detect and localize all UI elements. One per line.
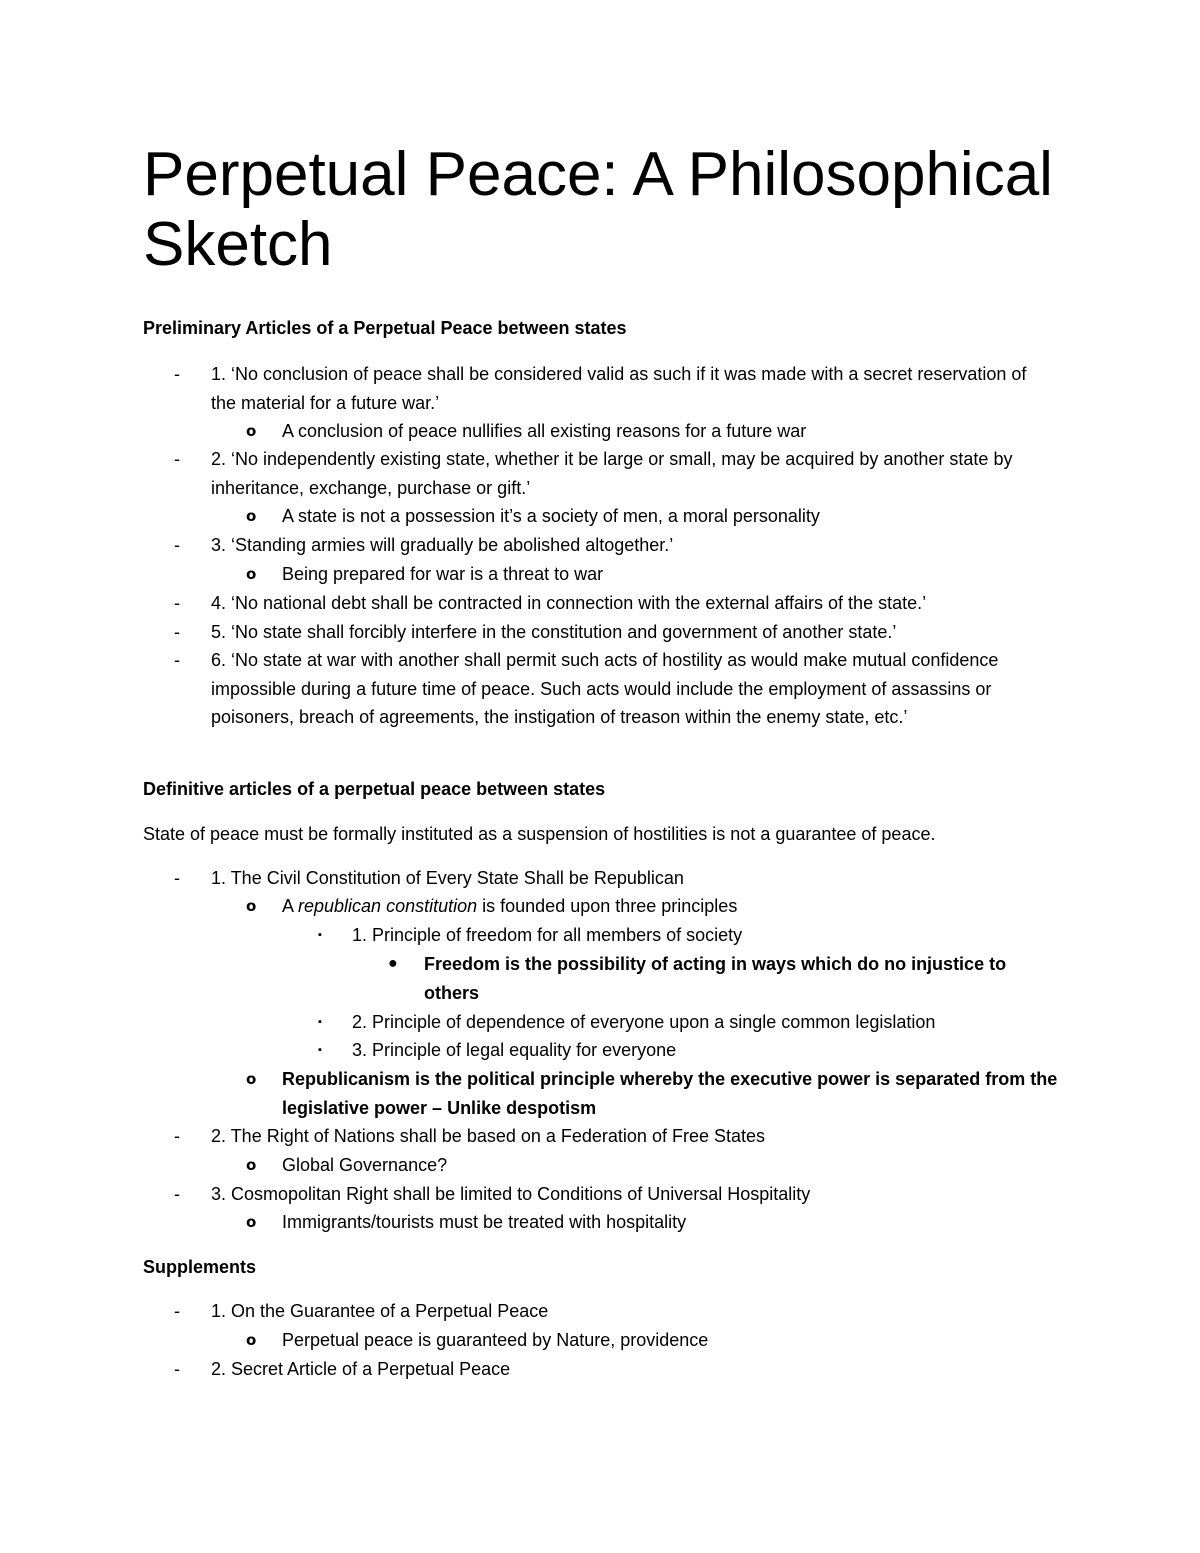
list-item: 2. ‘No independently existing state, whether it be large or small, may be acquired by another state by inheritance, exchange, purchase or gift.’ <box>211 449 1013 498</box>
circle-bullet: o <box>246 1331 257 1349</box>
dash-bullet: - <box>174 1301 180 1321</box>
list-item: Perpetual peace is guaranteed by Nature, providence <box>282 1330 709 1350</box>
text-run: is founded upon three principles <box>477 896 738 916</box>
circle-bullet: o <box>246 565 257 583</box>
square-bullet: ▪ <box>318 929 322 941</box>
emphasis-text: republican constitution <box>298 896 478 916</box>
list-item: 3. ‘Standing armies will gradually be abolished altogether.’ <box>211 535 674 555</box>
circle-bullet: o <box>246 1156 257 1174</box>
list-item: Republicanism is the political principle whereby the executive power is separated from the legislative power – Unlike despotism <box>282 1069 1058 1118</box>
square-bullet: ▪ <box>318 1016 322 1028</box>
heading-definitive: Definitive articles of a perpetual peace between states <box>143 779 606 799</box>
dot-bullet: ● <box>388 955 398 972</box>
list-item: Immigrants/tourists must be treated with hospitality <box>282 1212 687 1232</box>
circle-bullet: o <box>246 507 257 525</box>
list-item <box>282 892 1082 921</box>
text-run: A <box>282 896 299 916</box>
list-item: Freedom is the possibility of acting in ways which do no injustice to others <box>424 954 1007 1003</box>
list-item: Being prepared for war is a threat to war <box>282 564 604 584</box>
dash-bullet: - <box>174 622 180 642</box>
list-item: A conclusion of peace nullifies all existing reasons for a future war <box>282 421 807 441</box>
dash-bullet: - <box>174 364 180 384</box>
dash-bullet: - <box>174 1184 180 1204</box>
dash-bullet: - <box>174 868 180 888</box>
definitive-intro: State of peace must be formally instituted as a suspension of hostilities is not a guarantee of peace. <box>143 824 936 844</box>
document-title: Perpetual Peace: A Philosophical Sketch <box>143 140 1053 279</box>
list-item: 1. The Civil Constitution of Every State Shall be Republican <box>211 868 684 888</box>
list-item: A state is not a possession it’s a society of men, a moral personality <box>282 506 820 526</box>
list-item: Global Governance? <box>282 1155 448 1175</box>
dash-bullet: - <box>174 650 180 670</box>
list-item: 2. Principle of dependence of everyone upon a single common legislation <box>352 1012 936 1032</box>
list-item: 2. The Right of Nations shall be based on a Federation of Free States <box>211 1126 766 1146</box>
circle-bullet: o <box>246 897 257 915</box>
heading-supplements: Supplements <box>143 1257 257 1277</box>
list-item: 6. ‘No state at war with another shall permit such acts of hostility as would make mutual confidence impossible during a future time of peace. Such acts would include the employment of assassins or poisoners, breach of agreements, the instigation of treason within the enemy state, etc.’ <box>211 650 999 727</box>
list-item: 5. ‘No state shall forcibly interfere in the constitution and government of another state.’ <box>211 622 897 642</box>
list-item: 3. Cosmopolitan Right shall be limited to Conditions of Universal Hospitality <box>211 1184 811 1204</box>
list-item: 1. Principle of freedom for all members of society <box>352 925 743 945</box>
list-item: 2. Secret Article of a Perpetual Peace <box>211 1359 511 1379</box>
list-item: 1. On the Guarantee of a Perpetual Peace <box>211 1301 549 1321</box>
circle-bullet: o <box>246 422 257 440</box>
list-item: 4. ‘No national debt shall be contracted in connection with the external affairs of the state.’ <box>211 593 927 613</box>
list-item: 1. ‘No conclusion of peace shall be considered valid as such if it was made with a secret reservation of the material for a future war.’ <box>211 364 1027 413</box>
dash-bullet: - <box>174 1359 180 1379</box>
list-item: 3. Principle of legal equality for everyone <box>352 1040 677 1060</box>
circle-bullet: o <box>246 1213 257 1231</box>
circle-bullet: o <box>246 1070 257 1088</box>
heading-preliminary: Preliminary Articles of a Perpetual Peace between states <box>143 318 627 338</box>
dash-bullet: - <box>174 593 180 613</box>
square-bullet: ▪ <box>318 1044 322 1056</box>
dash-bullet: - <box>174 449 180 469</box>
dash-bullet: - <box>174 535 180 555</box>
dash-bullet: - <box>174 1126 180 1146</box>
